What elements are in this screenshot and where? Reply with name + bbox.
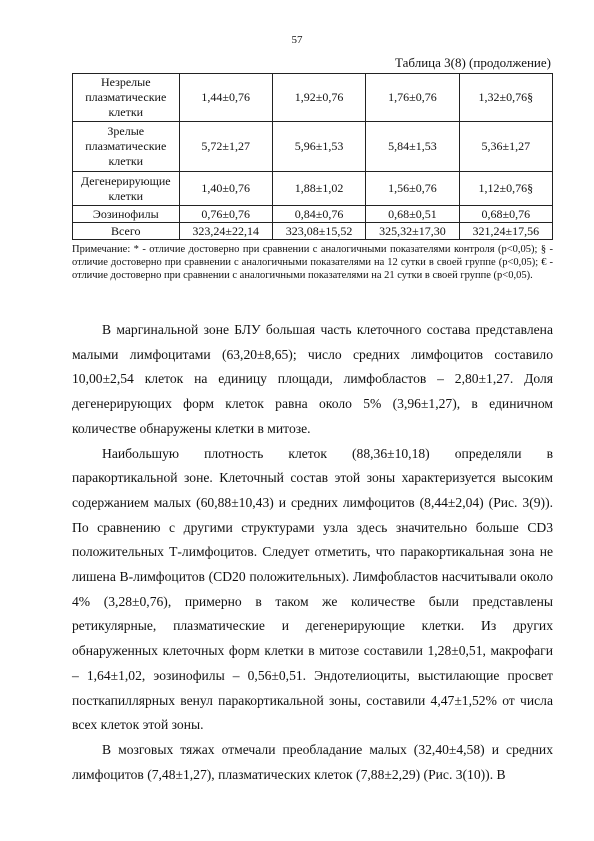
table-cell: 5,72±1,27	[179, 122, 272, 172]
page-number: 57	[291, 34, 303, 46]
table-cell: 5,84±1,53	[366, 122, 459, 172]
body-text	[72, 318, 553, 787]
table-caption: Таблица 3(8) (продолжение)	[395, 55, 551, 70]
paragraph: В маргинальной зоне БЛУ большая часть клеточного состава представлена малыми лимфоцитами (63,20±8,65); число средних лимфоцитов составило 10,00±2,54 клеток на единицу площади, лимфобластов – 2,80±1,27. Доля дегенерирующих форм клеток равна около 5% (3,96±1,27), в единичном количестве обнаружены клетки в митозе.	[72, 322, 553, 436]
table-cell: 1,44±0,76	[179, 74, 272, 122]
row-label: Эозинофилы	[73, 206, 180, 223]
table-cell: 0,84±0,76	[272, 206, 365, 223]
paragraph: Наибольшую плотность клеток (88,36±10,18) определяли в паракортикальной зоне. Клеточный состав этой зоны характеризуется высоким содержанием малых (60,88±10,43) и средних лимфоцитов (8,44±2,04) (Рис. 3(9)). По сравнению с другими структурами узла здесь значительно больше CD3 положительных Т-лимфоцитов. Следует отметить, что паракортикальная зона не лишена В-лимфоцитов (CD20 положительных). Лимфобластов насчитывали около 4% (3,28±0,76), примерно в таком же количестве были представлены ретикулярные, плазматические и дегенерирующие клетки. Из других обнаруженных клеточных форм клетки в митозе составили 1,28±0,51, макрофаги – 1,64±1,02, эозинофилы – 0,56±0,51. Эндотелиоциты, выстилающие просвет посткапиллярных венул паракортикальной зоны, составили 4,47±1,52% от числа всех клеток этой зоны.	[72, 445, 553, 733]
table-cell: 1,12±0,76§	[459, 172, 552, 206]
table-cell: 1,76±0,76	[366, 74, 459, 122]
table-cell: 1,40±0,76	[179, 172, 272, 206]
table-cell: 1,88±1,02	[272, 172, 365, 206]
table-row	[73, 206, 553, 223]
table-row	[73, 122, 553, 172]
table-cell: 5,36±1,27	[459, 122, 552, 172]
table-row	[73, 223, 553, 240]
table-note: Примечание: * - отличие достоверно при сравнении с аналогичными показателями контроля (p<0,05); § - отличие достоверно при сравнении с аналогичными показателями на 12 сутки в своей группе (p<0,05); € - отличие достоверно при сравнении с аналогичными показателями на 21 сутки в своей группе (p<0,05).	[72, 244, 553, 281]
table-cell: 325,32±17,30	[366, 223, 459, 240]
table-row	[73, 172, 553, 206]
table-row	[73, 74, 553, 122]
table-cell: 5,96±1,53	[272, 122, 365, 172]
table-cell: 0,76±0,76	[179, 206, 272, 223]
table-cell: 1,32±0,76§	[459, 74, 552, 122]
row-label: Дегенерирующие клетки	[73, 172, 180, 206]
table-cell: 1,92±0,76	[272, 74, 365, 122]
paragraph: В мозговых тяжах отмечали преобладание малых (32,40±4,58) и средних лимфоцитов (7,48±1,27), плазматических клеток (7,88±2,29) (Рис. 3(10)). В	[72, 741, 553, 782]
table-cell: 0,68±0,76	[459, 206, 552, 223]
row-label: Незрелые плазматические клетки	[73, 74, 180, 122]
table-cell: 323,24±22,14	[179, 223, 272, 240]
row-label: Зрелые плазматические клетки	[73, 122, 180, 172]
table-cell: 0,68±0,51	[366, 206, 459, 223]
data-table	[72, 73, 553, 240]
table-cell: 321,24±17,56	[459, 223, 552, 240]
table-cell: 1,56±0,76	[366, 172, 459, 206]
row-label: Всего	[73, 223, 180, 240]
table-cell: 323,08±15,52	[272, 223, 365, 240]
